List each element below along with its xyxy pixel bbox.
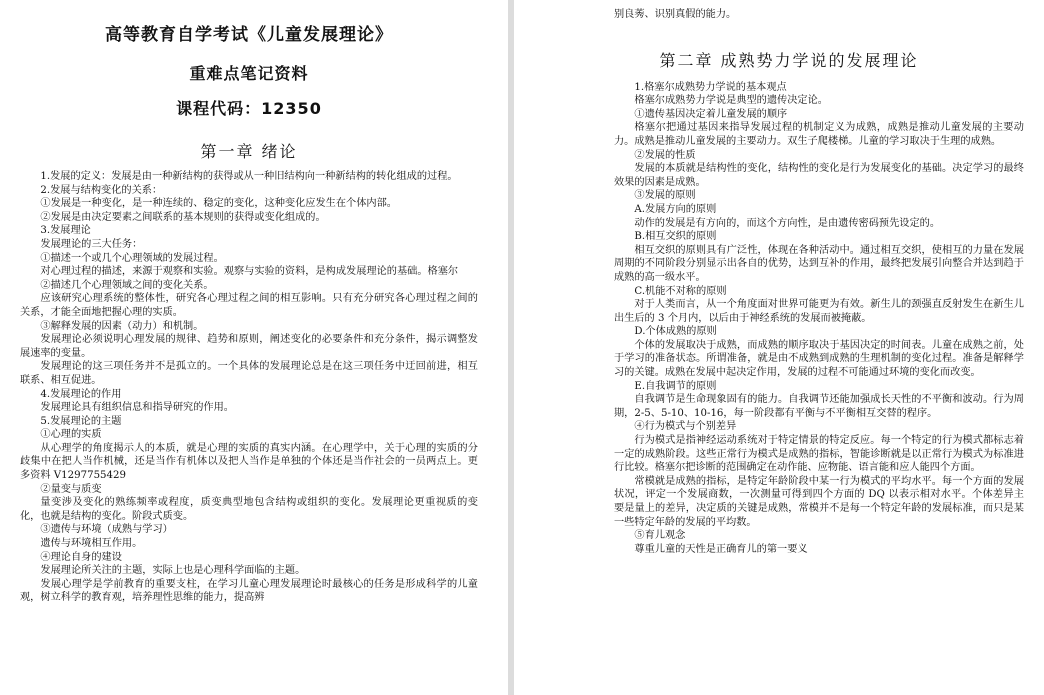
document-subtitle: 重难点笔记资料	[189, 64, 309, 83]
paragraph: 常模就是成熟的指标，是特定年龄阶段中某一行为模式的平均水平。每一个方面的发展状况，评定一个发展商数，一次测量可得到四个方面的 DQ 以表示相对水平。个体差异主要是量上的差异，决定质的关键是成熟，常模并不是每一个特定年龄的发展标准，而只是某一些特定年龄的发展的平均数。	[614, 475, 1024, 528]
paragraph: 发展心理学是学前教育的重要支柱，在学习儿童心理发展理论时最核心的任务是形成科学的儿童观，树立科学的教育观，培养理性思维的能力，提高辨	[20, 578, 478, 604]
paragraph: 尊重儿童的天性是正确育儿的第一要义	[634, 543, 808, 555]
paragraph: 个体的发展取决于成熟，而成熟的顺序取决于基因决定的时间表。儿童在成熟之前，处于学习的准备状态。所谓准备，就是由不成熟到成熟的生理机制的变化过程。准备是解释学习的关键。成熟在发展中起决定作用，发展的过程不可能通过环境的变化而改变。	[614, 339, 1024, 379]
paragraph: 对于人类而言，从一个角度面对世界可能更为有效。新生儿的颈强直反射发生在新生儿出生后的 3 个月内，以后由于神经系统的发展而被掩蔽。	[614, 299, 1024, 324]
paragraph: 发展理论的这三项任务并不是孤立的。一个具体的发展理论总是在这三项任务中迂回前进，相互联系、相互促进。	[20, 361, 478, 386]
paragraph: C.机能不对称的原则	[634, 285, 727, 297]
paragraph: 发展理论的三大任务：	[40, 238, 143, 250]
paragraph: ①遗传基因决定着儿童发展的顺序	[634, 108, 788, 120]
paragraph: ②发展的性质	[634, 149, 696, 161]
paragraph: 量变涉及变化的熟练频率或程度，质变典型地包含结构或组织的变化。发展理论更重视质的变化，也就是结构的变化。阶段式质变。	[20, 497, 478, 522]
paragraph: ①心理的实质	[40, 429, 102, 441]
paragraph: 动作的发展是有方向的，而这个方向性，是由遗传密码预先设定的。	[634, 217, 941, 229]
paragraph: 从心理学的角度揭示人的本质，就是心理的实质的真实内涵。在心理学中，关于心理的实质的分歧集中在把人当作机械，还是当作有机体以及把人当作是单独的个体还是当作社会的一员两点上。更多资料 V1297755429	[20, 442, 478, 482]
continued-text: 别良莠、识别真假的能力。	[614, 9, 737, 20]
document-page-right	[514, 0, 1044, 695]
paragraph: 应该研究心理系统的整体性，研究各心理过程之间的相互影响。只有充分研究各心理过程之间的关系，才能全面地把握心理的实质。	[20, 293, 478, 318]
paragraph: 3.发展理论	[40, 225, 91, 237]
right-page-body	[614, 81, 1024, 557]
paragraph: 1.格塞尔成熟势力学说的基本观点	[634, 81, 787, 93]
paragraph: 相互交织的原则具有广泛性，体现在各种活动中。通过相互交织，使相互的力量在发展周期的不同阶段分别显示出各自的优势，达到互补的作用，最终把发展引向整合并达到趋于成熟的高一级水平。	[614, 244, 1024, 283]
paragraph: ②描述几个心理领域之间的变化关系。	[40, 279, 214, 291]
paragraph: B.相互交织的原则	[634, 231, 717, 243]
paragraph: ②量变与质变	[40, 483, 102, 495]
paragraph: 1.发展的定义：发展是由一种新结构的获得或从一种旧结构向一种新结构的转化组成的过程。	[40, 171, 458, 182]
paragraph: 发展理论具有组织信息和指导研究的作用。	[40, 402, 234, 414]
paragraph: 遗传与环境相互作用。	[40, 538, 143, 550]
paragraph: ③发展的原则	[634, 190, 696, 202]
paragraph: 发展理论所关注的主题，实际上也是心理科学面临的主题。	[40, 565, 306, 577]
document-title: 高等教育自学考试《儿童发展理论》	[105, 25, 393, 45]
chapter-2-heading: 第二章 成熟势力学说的发展理论	[659, 50, 919, 70]
paragraph: 自我调节是生命现象固有的能力。自我调节还能加强成长天性的不平衡和波动。行为周期，2-5、5-10、10-16，每一阶段都有平衡与不平衡相互交替的程序。	[614, 394, 1024, 419]
paragraph: ④行为模式与个别差异	[634, 421, 737, 433]
chapter-1-heading: 第一章 绪论	[200, 142, 298, 161]
course-code: 课程代码：12350	[176, 99, 322, 118]
paragraph: ①发展是一种变化，是一种连续的、稳定的变化，这种变化应发生在个体内部。	[40, 198, 397, 210]
paragraph: ①描述一个或几个心理领域的发展过程。	[40, 252, 224, 264]
paragraph: ③遗传与环境（成熟与学习）	[40, 524, 173, 536]
paragraph: A.发展方向的原则	[634, 203, 717, 215]
paragraph: ⑤育儿观念	[634, 530, 686, 542]
paragraph: 2.发展与结构变化的关系：	[40, 184, 163, 196]
paragraph: 行为模式是指神经运动系统对于特定情景的特定反应。每一个特定的行为模式都标志着一定的成熟阶段。这些正常行为模式是成熟的指标，智能诊断就是以正常行为模式为标准进行比较。格塞尔把诊断的范围确定在动作能、应物能、语言能和应人能四个方面。	[614, 435, 1024, 474]
paragraph: 发展理论必须说明心理发展的规律、趋势和原则，阐述变化的必要条件和充分条件，揭示调整发展速率的变量。	[20, 334, 478, 359]
paragraph: ③解释发展的因素（动力）和机制。	[40, 320, 204, 332]
paragraph: 5.发展理论的主题	[40, 415, 122, 427]
paragraph: D.个体成熟的原则	[634, 326, 717, 338]
paragraph: ②发展是由决定要素之间联系的基本规则的获得或变化组成的。	[40, 211, 326, 223]
paragraph: 对心理过程的描述，来源于观察和实验。观察与实验的资料，是构成发展理论的基础。格塞尔	[40, 266, 459, 278]
paragraph: 格塞尔成熟势力学说是典型的遗传决定论。	[634, 95, 828, 107]
paragraph: E.自我调节的原则	[634, 380, 717, 392]
left-page-body	[20, 170, 478, 605]
paragraph: 发展的本质就是结构性的变化，结构性的变化是行为发展变化的基础。决定学习的最终效果的因素是成熟。	[614, 163, 1024, 188]
paragraph: 格塞尔把通过基因来指导发展过程的机制定义为成熟，成熟是推动儿童发展的主要动力。成熟是推动儿童发展的主要动力。双生子爬楼梯。儿童的学习取决于生理的成熟。	[614, 122, 1024, 147]
document-page-left	[0, 0, 508, 695]
paragraph: ④理论自身的建设	[40, 551, 122, 563]
paragraph: 4.发展理论的作用	[40, 388, 122, 400]
